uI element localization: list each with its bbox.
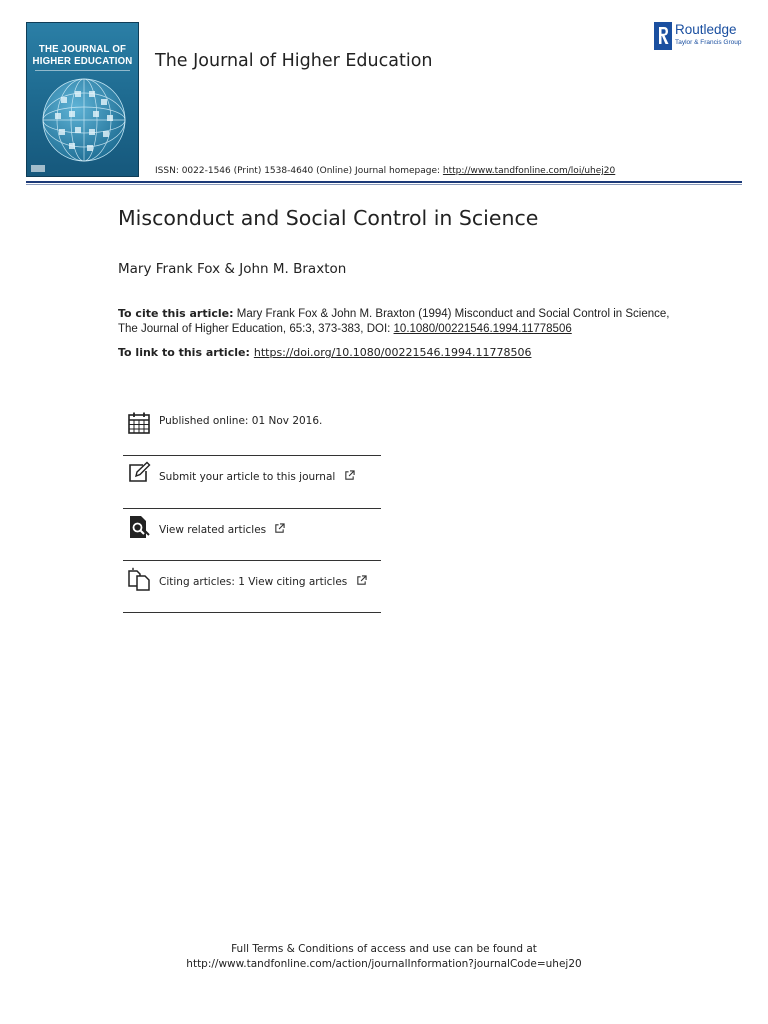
published-date: Published online: 01 Nov 2016.	[159, 415, 323, 427]
cover-rule	[35, 70, 130, 74]
citation-doi-link[interactable]: 10.1080/00221546.1994.11778506	[393, 322, 572, 335]
issn-text: ISSN: 0022-1546 (Print) 1538-4640 (Online) Journal homepage:	[155, 166, 443, 176]
submit-article-link[interactable]	[159, 470, 355, 483]
submit-article-label: Submit your article to this journal	[159, 471, 336, 483]
cover-title	[31, 43, 133, 67]
external-link-icon	[274, 523, 285, 534]
external-link-icon	[344, 470, 355, 481]
globe-icon	[41, 77, 127, 163]
header-divider-thin	[26, 184, 742, 185]
publisher-name: Routledge	[675, 22, 737, 37]
article-doi-link[interactable]: https://doi.org/10.1080/00221546.1994.11778506	[253, 346, 532, 359]
cover-title-line1: THE JOURNAL OF	[38, 43, 127, 55]
citing-documents-icon	[127, 567, 151, 591]
routledge-r-icon	[654, 22, 672, 50]
footer-terms	[0, 942, 768, 972]
citation-text: Mary Frank Fox & John M. Braxton (1994) Misconduct and Social Control in Science, The Journal of Higher Education, 65:3, 373-383, DOI:	[118, 308, 670, 335]
view-citing-link[interactable]	[159, 575, 367, 588]
external-link-icon	[356, 575, 367, 586]
footer-line-1: Full Terms & Conditions of access and use can be found at	[231, 943, 537, 955]
calendar-icon	[127, 411, 151, 435]
journal-title: The Journal of Higher Education	[155, 51, 433, 71]
cover-title-line2: HIGHER EDUCATION	[32, 55, 133, 67]
article-link-line	[118, 346, 531, 359]
info-related[interactable]	[123, 509, 381, 561]
header-divider	[26, 181, 742, 183]
search-document-icon	[127, 515, 151, 539]
view-related-label: View related articles	[159, 524, 267, 536]
view-related-link[interactable]	[159, 523, 285, 536]
footer-terms-link[interactable]: http://www.tandfonline.com/action/journalInformation?journalCode=uhej20	[186, 958, 582, 970]
citation-block	[118, 307, 678, 336]
article-link-label: To link to this article:	[118, 346, 250, 359]
article-title: Misconduct and Social Control in Science	[118, 206, 539, 230]
journal-homepage-link[interactable]: http://www.tandfonline.com/loi/uhej20	[442, 166, 616, 176]
journal-cover-image	[26, 22, 139, 177]
info-submit[interactable]	[123, 456, 381, 509]
issn-line	[155, 166, 615, 176]
cover-publisher-logo	[31, 165, 45, 172]
info-published	[123, 403, 381, 455]
edit-icon	[127, 461, 151, 485]
citation-label: To cite this article:	[118, 307, 234, 320]
info-citing[interactable]	[123, 561, 381, 613]
publisher-subtitle: Taylor & Francis Group	[675, 39, 742, 46]
article-authors: Mary Frank Fox & John M. Braxton	[118, 261, 347, 277]
citing-articles-label: Citing articles: 1 View citing articles	[159, 576, 348, 588]
